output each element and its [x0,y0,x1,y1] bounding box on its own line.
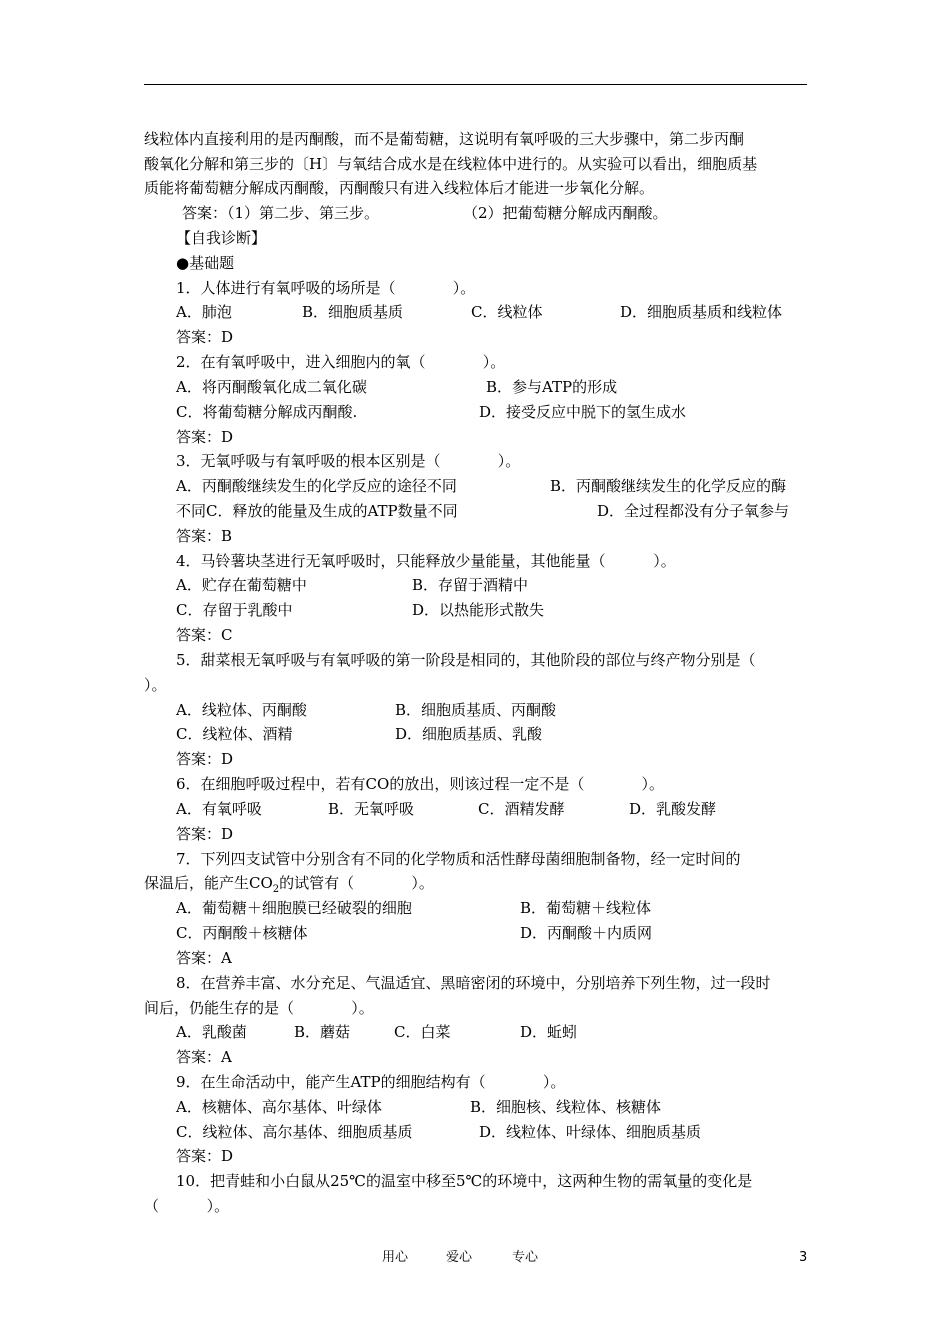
subsection-title: ●基础题 [176,254,235,272]
question-3-answer: 答案：B [176,527,233,545]
footer-text-right: 专心 [512,1250,539,1265]
question-2-option-b: B．参与ATP的形成 [486,378,618,396]
explanation-line-3: 质能将葡萄糖分解成丙酮酸，丙酮酸只有进入线粒体后才能进一步氧化分解。 [144,179,655,197]
question-9-answer: 答案：D [176,1147,234,1165]
question-5-stem-line-1: 5．甜菜根无氧呼吸与有氧呼吸的第一阶段是相同的，其他阶段的部位与终产物分别是（ [176,651,756,669]
question-7-stem-subscript: 2 [272,884,280,895]
prev-answer-2: （2）把葡萄糖分解成丙酮酸。 [463,204,668,222]
question-5-option-a: A．线粒体、丙酮酸 [176,701,307,719]
section-title: 【自我诊断】 [176,229,267,247]
question-2-answer: 答案：D [176,428,234,446]
question-6-answer: 答案：D [176,825,234,843]
question-6-option-a: A．有氧呼吸 [176,800,262,818]
question-1-answer: 答案：D [176,328,234,346]
question-7-option-d: D．丙酮酸＋内质网 [520,924,653,942]
footer-text-mid: 爱心 [446,1250,473,1265]
question-10-stem-line-1: 10．把青蛙和小白鼠从25℃的温室中移至5℃的环境中，这两种生物的需氧量的变化是 [176,1172,753,1190]
question-4-option-b: B．存留于酒精中 [412,576,529,594]
question-7-stem-line-1: 7．下列四支试管中分别含有不同的化学物质和活性酵母菌细胞制备物，经一定时间的 [176,850,741,868]
question-8-option-c: C．白菜 [394,1023,451,1041]
question-7-stem-line-2 [144,873,434,900]
question-8-stem-line-2: 间后，仍能生存的是（ ）。 [144,999,374,1017]
question-7-stem-line-2b: 的试管有（ ）。 [279,874,434,892]
question-4-option-a: A．贮存在葡萄糖中 [176,576,307,594]
question-7-option-c: C．丙酮酸＋核糖体 [176,924,308,942]
question-6-stem: 6．在细胞呼吸过程中，若有CO的放出，则该过程一定不是（ ）。 [176,775,665,793]
question-9-stem: 9．在生命活动中，能产生ATP的细胞结构有（ ）。 [176,1073,566,1091]
page-number: 3 [799,1250,808,1265]
prev-answer-1: 答案：（1）第二步、第三步。 [182,204,380,222]
question-2-option-c: C．将葡萄糖分解成丙酮酸. [176,403,358,421]
question-8-option-b: B．蘑菇 [294,1023,351,1041]
question-3-option-b-line-2: 不同C．释放的能量及生成的ATP数量不同 [176,502,458,520]
question-9-option-b: B．细胞核、线粒体、核糖体 [470,1098,662,1116]
question-4-option-d: D．以热能形式散失 [412,601,545,619]
question-7-answer: 答案：A [176,949,232,967]
question-6-option-c: C．酒精发酵 [478,800,565,818]
question-4-option-c: C．存留于乳酸中 [176,601,293,619]
question-8-option-a: A．乳酸菌 [176,1023,247,1041]
question-1-stem: 1．人体进行有氧呼吸的场所是（ ）。 [176,279,476,297]
question-2-option-a: A．将丙酮酸氧化成二氧化碳 [176,378,367,396]
question-3-option-a: A．丙酮酸继续发生的化学反应的途径不同 [176,477,457,495]
header-rule [144,84,807,85]
question-4-answer: 答案：C [176,626,233,644]
question-9-option-a: A．核糖体、高尔基体、叶绿体 [176,1098,382,1116]
question-9-option-c: C．线粒体、高尔基体、细胞质基质 [176,1123,413,1141]
question-2-stem: 2．在有氧呼吸中，进入细胞内的氧（ ）。 [176,353,506,371]
question-3-stem: 3．无氧呼吸与有氧呼吸的根本区别是（ ）。 [176,452,521,470]
question-8-answer: 答案：A [176,1048,232,1066]
question-1-option-c: C．线粒体 [471,303,543,321]
question-1-option-b: B．细胞质基质 [302,303,404,321]
question-4-stem: 4．马铃薯块茎进行无氧呼吸时，只能释放少量能量，其他能量（ ）。 [176,552,676,570]
explanation-line-2: 酸氧化分解和第三步的〔H〕与氧结合成水是在线粒体中进行的。从实验可以看出，细胞质基 [144,155,758,173]
question-1-option-d: D．细胞质基质和线粒体 [620,303,783,321]
question-9-option-d: D．线粒体、叶绿体、细胞质基质 [479,1123,702,1141]
question-5-option-c: C．线粒体、酒精 [176,725,293,743]
question-7-option-a: A．葡萄糖＋细胞膜已经破裂的细胞 [176,899,412,917]
question-5-option-d: D．细胞质基质、乳酸 [395,725,543,743]
question-10-stem-line-2: （ ）。 [144,1197,230,1215]
question-2-option-d: D．接受反应中脱下的氢生成水 [479,403,687,421]
question-1-option-a: A．肺泡 [176,303,232,321]
question-6-option-d: D．乳酸发酵 [629,800,717,818]
question-5-stem-line-2: ）。 [144,676,167,694]
question-8-option-d: D．蚯蚓 [520,1023,578,1041]
question-3-option-d: D．全过程都没有分子氧参与 [597,502,790,520]
question-5-answer: 答案：D [176,750,234,768]
question-3-option-b-line-1: B．丙酮酸继续发生的化学反应的酶 [550,477,787,495]
footer-text-left: 用心 [382,1250,409,1265]
question-5-option-b: B．细胞质基质、丙酮酸 [395,701,557,719]
explanation-line-1: 线粒体内直接利用的是丙酮酸，而不是葡萄糖，这说明有氧呼吸的三大步骤中，第二步丙酮 [144,130,745,148]
question-7-stem-line-2a: 保温后，能产生CO [144,874,273,892]
question-7-option-b: B．葡萄糖＋线粒体 [520,899,652,917]
question-6-option-b: B．无氧呼吸 [328,800,415,818]
question-8-stem-line-1: 8．在营养丰富、水分充足、气温适宜、黑暗密闭的环境中，分别培养下列生物，过一段时 [176,974,771,992]
